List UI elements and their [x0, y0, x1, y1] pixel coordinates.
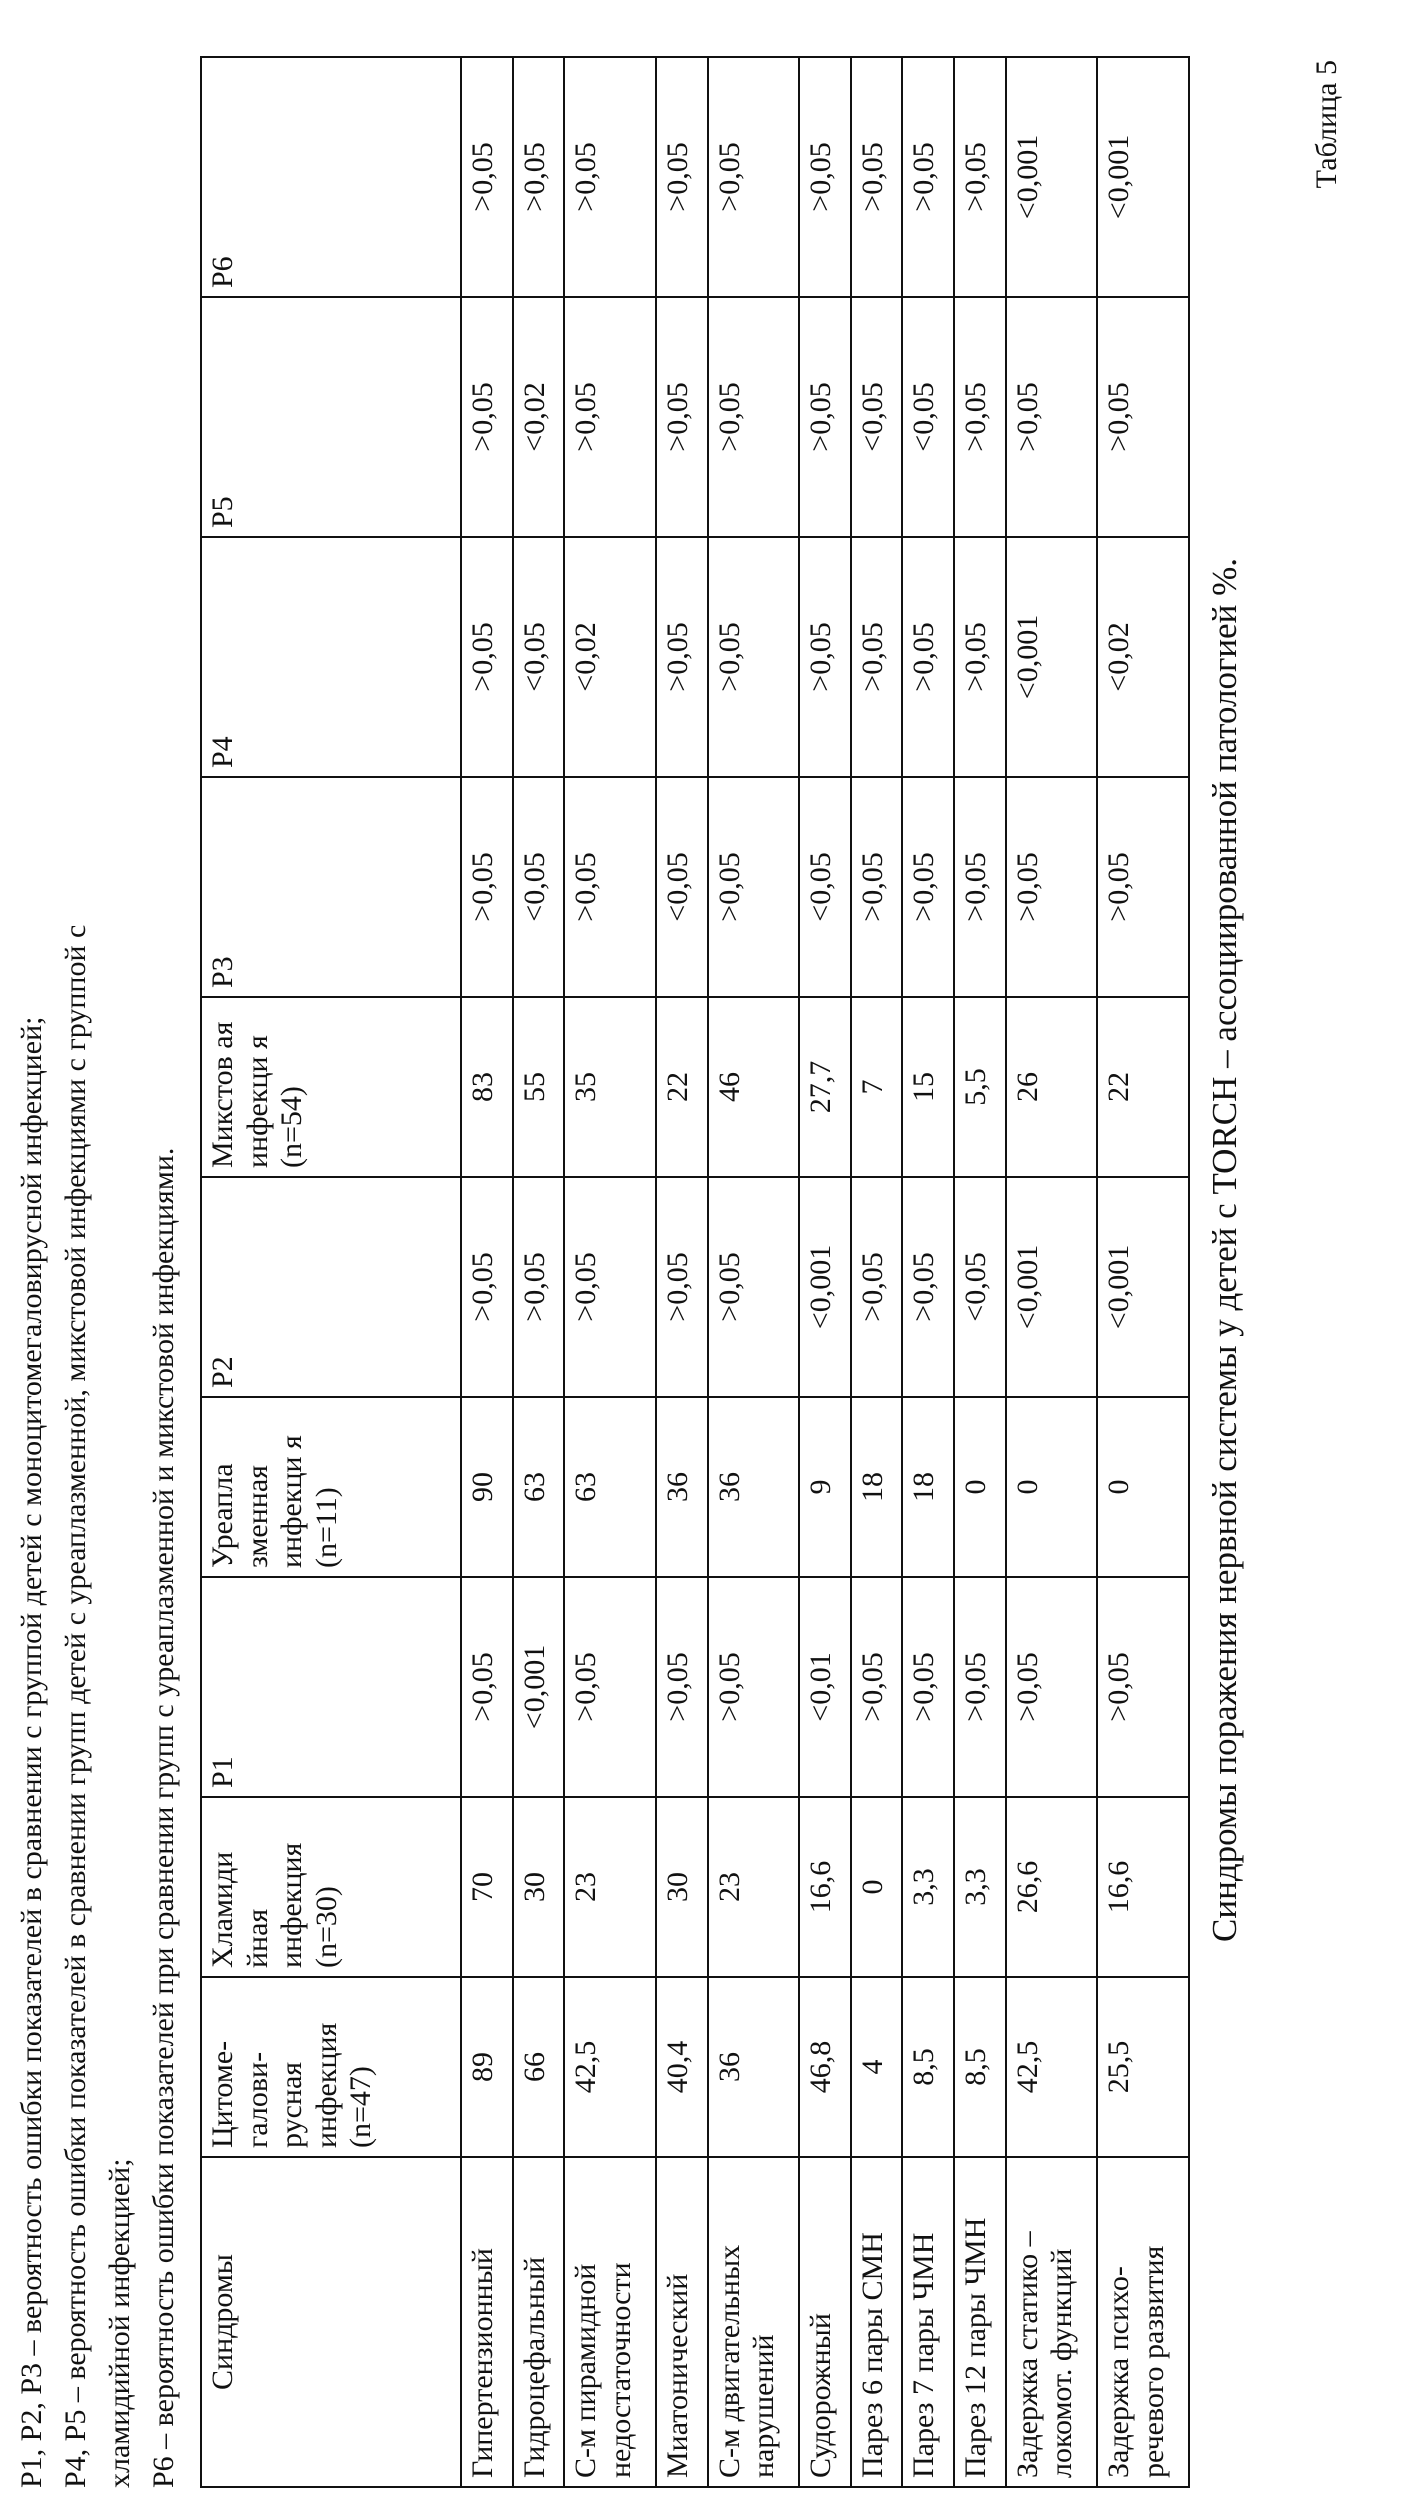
table-cell: <0,05 [799, 777, 851, 997]
table-cell: 7 [851, 997, 903, 1177]
table-cell: 23 [564, 1797, 656, 1977]
table-cell: >0,05 [513, 1177, 565, 1397]
note-line: P4, P5 – вероятность ошибки показателей в сравнении групп детей с уреаплазменной, микстовой инфекциями с группой с [59, 924, 92, 2488]
table-cell: >0,05 [564, 1177, 656, 1397]
table-cell: >0,05 [851, 777, 903, 997]
row-label-cell: Миатонический [656, 2157, 708, 2487]
table-cell: <0,05 [656, 777, 708, 997]
table-cell: 30 [513, 1797, 565, 1977]
note-line: P1, P2, P3 – вероятность ошибки показателей в сравнении с группой детей с моноцитомегаловирусной инфекцией; [15, 1016, 48, 2488]
table-cell: <0,001 [1006, 57, 1098, 297]
table-cell: >0,05 [708, 537, 800, 777]
table-row [954, 57, 1006, 2487]
column-header: P2 [201, 1177, 461, 1397]
table-cell: <0,02 [1097, 537, 1189, 777]
table-cell: >0,05 [708, 297, 800, 537]
table-cell: 0 [851, 1797, 903, 1977]
table-cell: 3,3 [954, 1797, 1006, 1977]
table-row [564, 57, 656, 2487]
table-cell: <0,001 [1006, 1177, 1098, 1397]
table-cell: <0,05 [851, 297, 903, 537]
table-row [1097, 57, 1189, 2487]
table-cell: >0,05 [461, 537, 513, 777]
row-label-cell: Парез 12 пары ЧМН [954, 2157, 1006, 2487]
table-cell: 0 [1097, 1397, 1189, 1577]
table-cell: >0,05 [902, 777, 954, 997]
table-cell: 0 [954, 1397, 1006, 1577]
table-cell: 42,5 [564, 1977, 656, 2157]
table-cell: 36 [708, 1977, 800, 2157]
table-row [656, 57, 708, 2487]
table-cell: 8,5 [902, 1977, 954, 2157]
table-row [799, 57, 851, 2487]
table-cell: >0,05 [564, 57, 656, 297]
column-header: Уреапла зменная инфекци я (n=11) [201, 1397, 461, 1577]
table-cell: >0,05 [708, 777, 800, 997]
table-cell: >0,05 [902, 1177, 954, 1397]
table-row [1006, 57, 1098, 2487]
table-cell: 25,5 [1097, 1977, 1189, 2157]
table-cell: >0,05 [708, 57, 800, 297]
table-cell: >0,05 [461, 297, 513, 537]
table-cell: >0,05 [1097, 1577, 1189, 1797]
table-cell: 30 [656, 1797, 708, 1977]
table-cell: 26,6 [1006, 1797, 1098, 1977]
table-cell: >0,05 [656, 57, 708, 297]
table-cell: >0,05 [799, 537, 851, 777]
table-cell: >0,05 [513, 57, 565, 297]
table-cell: 9 [799, 1397, 851, 1577]
table-cell: 18 [902, 1397, 954, 1577]
column-header: P6 [201, 57, 461, 297]
table-notes [10, 68, 186, 2488]
table-cell: 15 [902, 997, 954, 1177]
row-label-cell: Задержка статико – локомот. функций [1006, 2157, 1098, 2487]
table-cell: >0,05 [461, 777, 513, 997]
row-label-cell: С-м двигательных нарушений [708, 2157, 800, 2487]
column-header: P1 [201, 1577, 461, 1797]
column-header: Цитоме-галови-русная инфекция (n=47) [201, 1977, 461, 2157]
table-cell: >0,05 [902, 57, 954, 297]
column-header: P3 [201, 777, 461, 997]
table-cell: 63 [564, 1397, 656, 1577]
table-cell: 90 [461, 1397, 513, 1577]
table-cell: >0,05 [799, 297, 851, 537]
table-cell: 46 [708, 997, 800, 1177]
table-cell: >0,05 [954, 57, 1006, 297]
table-row [708, 57, 800, 2487]
table-cell: >0,05 [902, 1577, 954, 1797]
table-cell: >0,05 [954, 777, 1006, 997]
table-cell: 70 [461, 1797, 513, 1977]
row-label-cell: Парез 6 пары СМН [851, 2157, 903, 2487]
table-cell: >0,05 [461, 1177, 513, 1397]
table-cell: 66 [513, 1977, 565, 2157]
table-cell: >0,05 [656, 537, 708, 777]
table-cell: 46,8 [799, 1977, 851, 2157]
table-cell: <0,02 [564, 537, 656, 777]
table-header-row [201, 57, 461, 2487]
table-cell: >0,05 [1006, 1577, 1098, 1797]
table-cell: >0,05 [564, 1577, 656, 1797]
table-cell: 23 [708, 1797, 800, 1977]
row-label-cell: Гидроцефальный [513, 2157, 565, 2487]
table-cell: <0,001 [799, 1177, 851, 1397]
table-cell: 18 [851, 1397, 903, 1577]
table-cell: >0,05 [656, 1177, 708, 1397]
table-cell: >0,05 [851, 1177, 903, 1397]
table-cell: <0,05 [902, 297, 954, 537]
table-cell: >0,05 [1006, 777, 1098, 997]
table-cell: >0,05 [799, 57, 851, 297]
column-header: Микстов ая инфекци я (n=54) [201, 997, 461, 1177]
table-cell: 55 [513, 997, 565, 1177]
column-header: P5 [201, 297, 461, 537]
table-cell: 0 [1006, 1397, 1098, 1577]
table-cell: 83 [461, 997, 513, 1177]
note-line: хламидийной инфекцией; [103, 2158, 136, 2488]
table-cell: 89 [461, 1977, 513, 2157]
table-cell: >0,05 [1006, 297, 1098, 537]
table-cell: >0,05 [954, 1577, 1006, 1797]
table-cell: >0,05 [954, 297, 1006, 537]
table-cell: 22 [1097, 997, 1189, 1177]
table-cell: >0,05 [851, 1577, 903, 1797]
table-cell: 36 [656, 1397, 708, 1577]
table-row [513, 57, 565, 2487]
row-label-cell: С-м пирамидной недостаточности [564, 2157, 656, 2487]
table-cell: 22 [656, 997, 708, 1177]
table-cell: 3,3 [902, 1797, 954, 1977]
table-cell: >0,05 [708, 1177, 800, 1397]
table-cell: >0,05 [656, 297, 708, 537]
table-cell: >0,05 [656, 1577, 708, 1797]
table-cell: >0,05 [954, 537, 1006, 777]
note-line: P6 – вероятность ошибки показателей при сравнении групп с уреаплазменной и микстовой инфекциями. [147, 1147, 180, 2488]
table-cell: 27,7 [799, 997, 851, 1177]
table-cell: >0,05 [461, 1577, 513, 1797]
table-row [851, 57, 903, 2487]
syndromes-table [200, 56, 1190, 2488]
table-cell: >0,05 [1097, 297, 1189, 537]
table-cell: <0,01 [799, 1577, 851, 1797]
table-cell: >0,05 [1097, 777, 1189, 997]
table-cell: 5,5 [954, 997, 1006, 1177]
table-cell: 36 [708, 1397, 800, 1577]
row-label-cell: Гипертензионный [461, 2157, 513, 2487]
table-cell: 42,5 [1006, 1977, 1098, 2157]
table-cell: <0,05 [954, 1177, 1006, 1397]
table-cell: <0,05 [513, 777, 565, 997]
row-label-cell: Судорожный [799, 2157, 851, 2487]
column-header: Хламиди йная инфекция (n=30) [201, 1797, 461, 1977]
table-cell: 26 [1006, 997, 1098, 1177]
row-label-cell: Задержка психо- речевого развития [1097, 2157, 1189, 2487]
table-cell: 8,5 [954, 1977, 1006, 2157]
table-cell: 4 [851, 1977, 903, 2157]
table-row [461, 57, 513, 2487]
table-cell: <0,001 [1097, 1177, 1189, 1397]
table-cell: <0,05 [513, 537, 565, 777]
table-cell: 16,6 [799, 1797, 851, 1977]
table-cell: >0,05 [902, 537, 954, 777]
table-cell: 40,4 [656, 1977, 708, 2157]
row-label-cell: Парез 7 пары ЧМН [902, 2157, 954, 2487]
table-cell: <0,02 [513, 297, 565, 537]
table-cell: <0,001 [513, 1577, 565, 1797]
table-cell: 16,6 [1097, 1797, 1189, 1977]
table-cell: >0,05 [708, 1577, 800, 1797]
table-cell: >0,05 [461, 57, 513, 297]
column-header: P4 [201, 537, 461, 777]
table-number: Таблица 5 [1310, 60, 1343, 189]
table-row [902, 57, 954, 2487]
table-cell: >0,05 [564, 297, 656, 537]
table-cell: >0,05 [564, 777, 656, 997]
table-cell: 35 [564, 997, 656, 1177]
table-cell: 63 [513, 1397, 565, 1577]
table-cell: >0,05 [851, 537, 903, 777]
table-cell: <0,001 [1006, 537, 1098, 777]
table-cell: <0,001 [1097, 57, 1189, 297]
table-caption: Синдромы поражения нервной системы у детей с TORCH – ассоциированной патологией %. [1205, 558, 1244, 1942]
column-header: Синдромы [201, 2157, 461, 2487]
table-cell: >0,05 [851, 57, 903, 297]
